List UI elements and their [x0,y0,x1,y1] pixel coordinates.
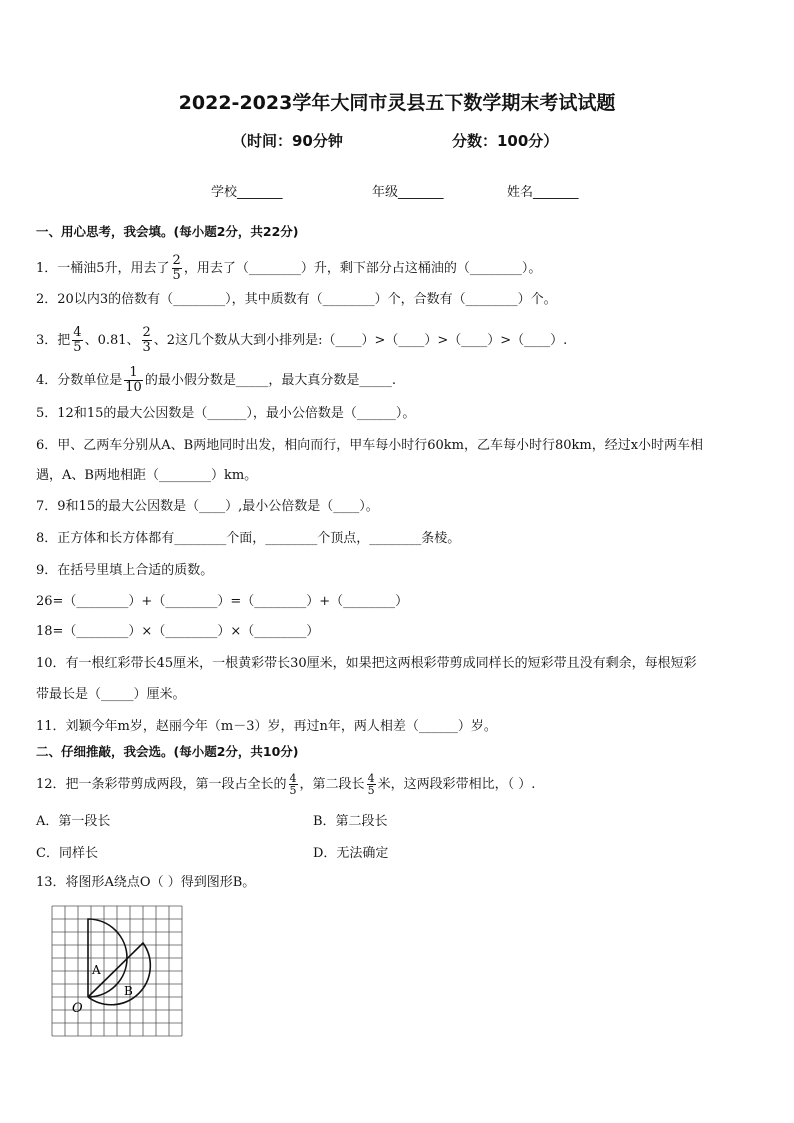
label-o: O [72,1001,83,1016]
question-7: 7．9和15的最大公因数是（____）,最小公倍数是（____）。 [36,499,379,514]
label-b: B [124,984,133,998]
question-9-product: 18=（________）×（________）×（________） [36,624,320,639]
section-1-heading: 一、用心思考，我会填。(每小题2分，共22分) [36,224,299,239]
question-4: 4．分数单位是 $\frac{1}{10}$ 的最小假分数是_____，最大真分数是_____. [36,365,396,395]
question-5: 5．12和15的最大公因数是（______），最小公倍数是（______）。 [36,406,416,421]
time-label: （时间：90分钟 [232,132,343,150]
question-9-sum: 26=（________）+（________）=（________）+（________） [36,594,409,609]
option-c[interactable]: C．同样长 [36,846,98,861]
fraction: $\frac{4}{5}$ [73,325,82,355]
page-title: 2022-2023学年大同市灵县五下数学期末考试试题 [178,92,616,114]
question-1: 1．一桶油5升，用去了 $\frac{2}{5}$ ，用去了（________）升，剩下部分占这桶油的（________）。 [36,253,542,283]
question-2: 2．20以内3的倍数有（________），其中质数有（________）个，合数有（________）个。 [36,292,557,307]
fraction: $\frac{2}{5}$ [172,253,181,283]
name-field: 姓名_______ [507,185,579,200]
question-13: 13．将图形A绕点O（ ）得到图形B。 [36,875,256,890]
question-6-line-1: 6．甲、乙两车分别从A、B两地同时出发，相向而行，甲车每小时行60km，乙车每小时行80km，经过x小时两车相 [36,438,704,453]
question-3: 3．把 $\frac{4}{5}$ 、0.81、 $\frac{2}{3}$ 、2这几个数从大到小排列是:（____）>（____）>（____）>（____）. [36,325,568,355]
grade-field: 年级_______ [372,185,444,200]
score-label: 分数：100分） [452,132,559,150]
question-8: 8．正方体和长方体都有________个面，________个顶点，________条棱。 [36,531,461,546]
option-b[interactable]: B．第二段长 [313,814,388,829]
grid [52,906,182,1036]
question-11: 11．刘颖今年m岁，赵丽今年（m－3）岁，再过n年，两人相差（______）岁。 [36,719,497,734]
rotation-figure [50,904,184,1037]
fraction: $\frac{4}{5}$ [367,772,375,797]
question-12: 12．把一条彩带剪成两段，第一段占全长的 $\frac{4}{5}$ ，第二段长 $\frac{4}{5}$ 米，这两段彩带相比，（ ）. [36,772,536,797]
fraction: $\frac{4}{5}$ [289,772,297,797]
option-a[interactable]: A．第一段长 [36,814,111,829]
section-2-heading: 二、仔细推敲，我会选。(每小题2分，共10分) [36,744,299,759]
option-d[interactable]: D．无法确定 [313,846,389,861]
label-a: A [92,963,101,977]
school-field: 学校_______ [211,185,283,200]
question-10-line-2: 带最长是（_____）厘米。 [36,687,186,702]
fraction: $\frac{2}{3}$ [142,325,151,355]
fraction: $\frac{1}{10}$ [125,365,142,395]
question-10-line-1: 10．有一根红彩带长45厘米，一根黄彩带长30厘米，如果把这两根彩带剪成同样长的短彩带且没有剩余，每根短彩 [36,656,697,671]
question-6-line-2: 遇，A、B两地相距（________）km。 [36,468,258,483]
question-9: 9．在括号里填上合适的质数。 [36,563,214,578]
